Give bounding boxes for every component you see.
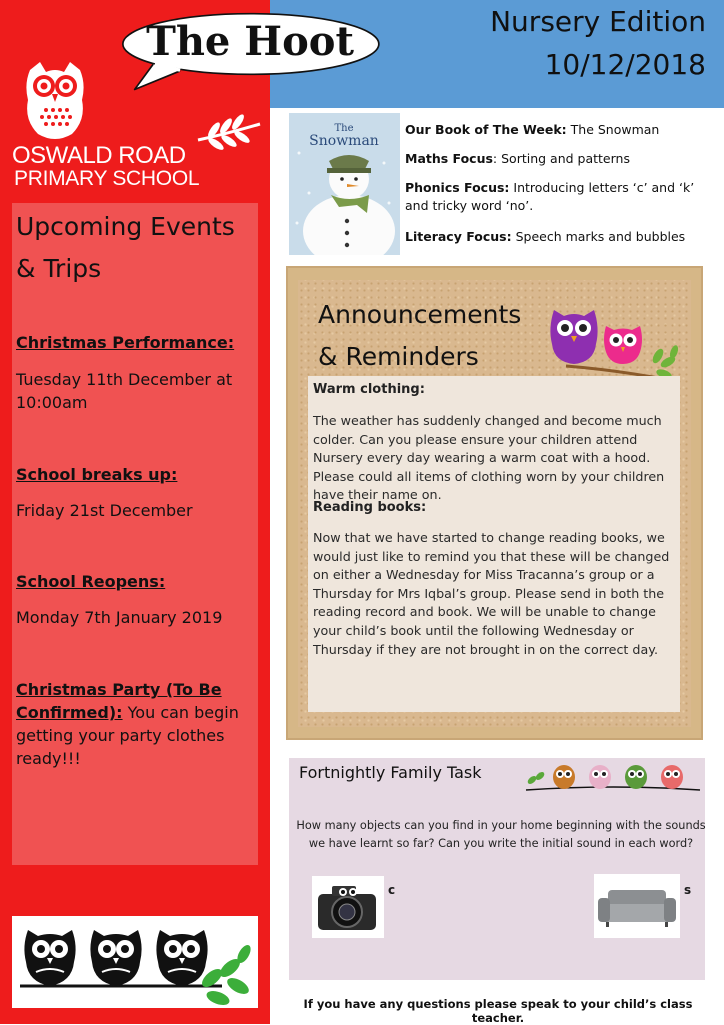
event-heading: School Reopens: [16, 572, 166, 591]
literacy-focus [405, 228, 705, 246]
family-task-text: How many objects can you find in your home beginning with the sounds we have learnt so far? Can you write the initial sound in each word? [296, 819, 706, 850]
event-heading: Christmas Party (To Be Confirmed): [16, 680, 222, 722]
focus-label: Literacy Focus: [405, 229, 512, 244]
owl-logo-icon [20, 60, 90, 142]
announcements-title-line2: & Reminders [318, 342, 479, 371]
book-cover-title2: Snowman [309, 133, 379, 149]
focus-label: Maths Focus [405, 151, 493, 166]
event-party [16, 678, 248, 770]
sofa-image [594, 874, 680, 938]
event-text: Tuesday 11th December at 10:00am [16, 370, 233, 412]
event-text: You can begin getting your party clothes ready!!! [16, 703, 239, 768]
initial-sound-c: c [388, 883, 396, 897]
event-text: Monday 7th January 2019 [16, 608, 223, 627]
reading-books-heading: Reading books: [313, 500, 427, 515]
warm-clothing-text: The weather has suddenly changed and become much colder. Can you please ensure your children attend Nursery every day wearing a warm coat with a hood. Please could all items of clothing worn by your children have their name on. [313, 413, 665, 503]
focus-value: Speech marks and bubbles [515, 229, 686, 244]
footer-note: If you have any questions please speak to your child’s class teacher. [303, 997, 693, 1025]
book-cover-snowman [289, 113, 400, 255]
school-name-line2: PRIMARY SCHOOL [14, 167, 200, 190]
maths-focus [405, 150, 705, 168]
sofa-icon [594, 874, 680, 938]
newsletter-title: The Hoot [146, 18, 354, 65]
phonics-focus [405, 179, 705, 215]
events-title [16, 206, 256, 290]
snowman-icon [289, 113, 400, 255]
event-heading: Christmas Performance: [16, 333, 235, 352]
owls-row-icon [524, 760, 702, 796]
focus-label: Our Book of The Week: [405, 122, 567, 137]
warm-clothing-heading: Warm clothing: [313, 382, 425, 397]
reading-books-text: Now that we have started to change reading books, we would just like to remind you that these will be changed on either a Wednesday for Miss Tracanna’s group or a Thursday for Mrs Iqbal’s group. Please send in both the reading record and book. We will be unable to change your child’s book until the following Wednesday or Thursday if they are not brought in on the correct day. [313, 530, 670, 657]
focus-value: Introducing letters ‘c’ and ‘k’ and tricky word ‘no’. [405, 180, 695, 213]
owls-on-branch-icon [12, 916, 258, 1008]
initial-sound-s: s [684, 883, 692, 897]
events-title-line1: Upcoming Events [16, 212, 235, 241]
family-task-title: Fortnightly Family Task [299, 763, 482, 782]
event-text: Friday 21st December [16, 501, 193, 520]
school-name-line1: OSWALD ROAD [12, 142, 186, 169]
owls-pair-icon [546, 300, 682, 386]
edition-label: Nursery Edition [490, 5, 706, 38]
focus-label: Phonics Focus: [405, 180, 510, 195]
book-of-week [405, 121, 705, 139]
book-cover-title1: The [334, 123, 354, 134]
focus-value: The Snowman [570, 122, 660, 137]
camera-image [312, 876, 384, 938]
announcements-title-line1: Announcements [318, 300, 522, 329]
events-title-line2: & Trips [16, 254, 102, 283]
event-heading: School breaks up: [16, 465, 178, 484]
focus-value: : Sorting and patterns [492, 151, 630, 166]
edition-date: 10/12/2018 [544, 48, 706, 81]
camera-icon [312, 876, 384, 938]
owls-banner [12, 916, 258, 1008]
announcements-title [318, 294, 558, 378]
